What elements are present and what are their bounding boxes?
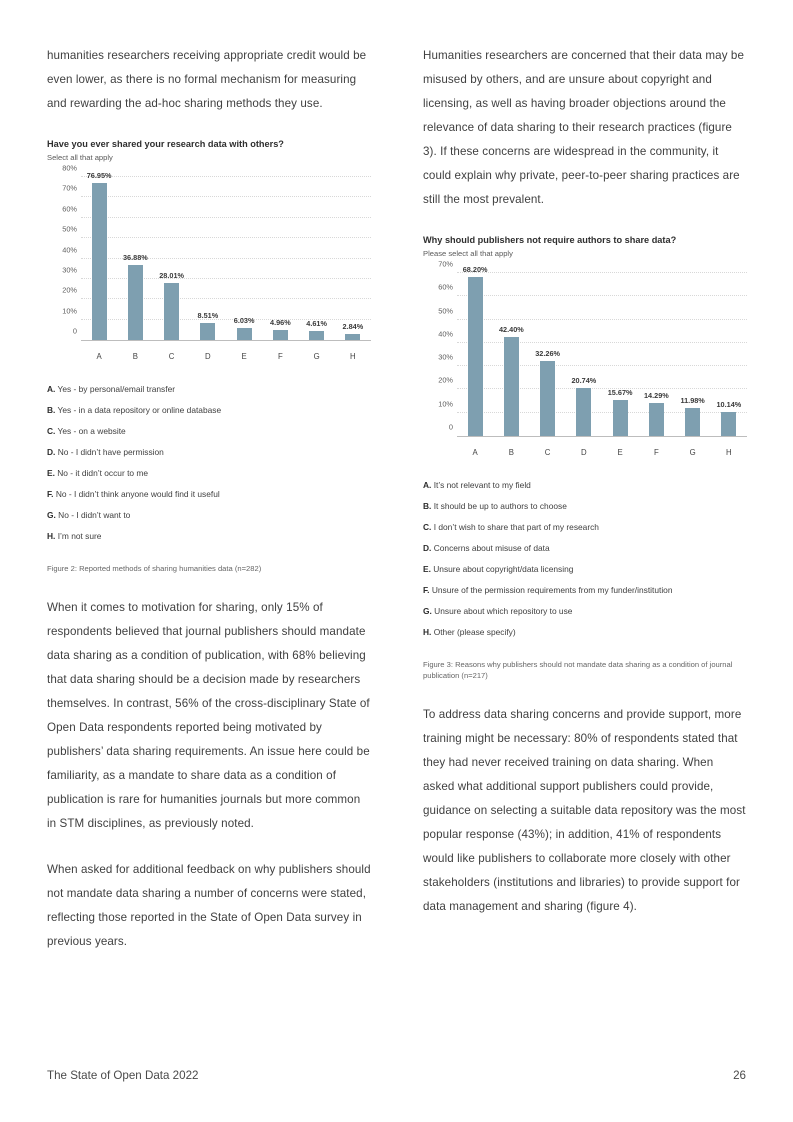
chart-bar-value-label: 68.20% <box>462 265 488 275</box>
chart-legend-key: H. <box>423 627 432 637</box>
chart-legend-item: C. Yes - on a website <box>47 426 126 436</box>
figure-3-caption: Figure 3: Reasons why publishers should not mandate data sharing as a condition of journal publication (n=217) <box>423 660 733 680</box>
chart-legend-key: G. <box>47 510 56 520</box>
chart-legend-item: D. No - I didn’t have permission <box>47 447 164 457</box>
chart-y-tick-label: 50% <box>62 224 77 234</box>
chart-3-title: Why should publishers not require authors to share data? <box>423 235 677 245</box>
chart-bar-group <box>269 177 291 340</box>
chart-x-tick-label: G <box>689 448 696 457</box>
chart-legend-key: D. <box>423 543 432 553</box>
two-column-layout <box>47 44 747 976</box>
paragraph-left-3: When asked for additional feedback on why publishers should not mandate data sharing a number of concerns were stated, reflecting those reported in the State of Open Data survey in previous years. <box>47 863 371 948</box>
chart-bar-group <box>197 177 219 340</box>
chart-y-tick-label: 0 <box>448 422 453 432</box>
figure-2-chart-block <box>47 138 371 574</box>
chart-legend-item: A. It’s not relevant to my field <box>423 480 531 490</box>
chart-2-plot <box>62 163 371 341</box>
chart-legend-key: A. <box>47 384 56 394</box>
chart-y-tick-label: 0 <box>72 326 77 336</box>
chart-bar <box>273 330 288 340</box>
chart-3-subtitle: Please select all that apply <box>423 249 513 258</box>
chart-x-tick-label: E <box>241 352 247 361</box>
chart-bars <box>457 265 747 436</box>
chart-legend-key: C. <box>423 522 432 532</box>
chart-bar <box>237 328 252 340</box>
chart-y-tick-label: 20% <box>438 375 453 385</box>
chart-3-x-axis <box>457 448 747 457</box>
chart-2-legend <box>47 379 371 547</box>
chart-bar-group <box>573 273 595 436</box>
chart-3-plot-area <box>423 259 747 463</box>
chart-y-tick-label: 20% <box>62 285 77 295</box>
chart-bar-group <box>645 273 667 436</box>
chart-bar <box>92 183 107 340</box>
chart-bar-value-label: 4.96% <box>270 317 291 327</box>
chart-bar <box>345 334 360 340</box>
chart-legend-key: D. <box>47 447 56 457</box>
chart-bar <box>504 337 519 436</box>
chart-bar-group <box>306 177 328 340</box>
chart-bar <box>468 277 483 436</box>
chart-bar-value-label: 8.51% <box>197 310 219 320</box>
chart-legend-key: C. <box>47 426 56 436</box>
chart-x-tick-label: F <box>653 448 659 457</box>
paragraph-left-1: humanities researchers receiving appropriate credit would be even lower, as there is no formal mechanism for measuring and rewarding the ad-hoc sharing methods they use. <box>47 49 367 110</box>
chart-y-tick-label: 70% <box>62 183 77 193</box>
chart-legend-item: E. Unsure about copyright/data licensing <box>423 564 574 574</box>
chart-legend-item: F. No - I didn’t think anyone would find it useful <box>47 489 220 499</box>
chart-2-plot-area <box>47 163 371 367</box>
chart-y-tick-label: 70% <box>438 259 453 269</box>
chart-x-tick-label: B <box>508 448 514 457</box>
chart-bar <box>649 403 664 436</box>
chart-y-tick-label: 10% <box>62 306 77 316</box>
chart-bar <box>685 408 700 436</box>
footer-page-number: 26 <box>733 1069 746 1082</box>
chart-bar-group <box>500 273 522 436</box>
chart-bars <box>81 171 371 340</box>
chart-legend-key: A. <box>423 480 432 490</box>
chart-x-tick-label: C <box>168 352 175 361</box>
chart-bar-value-label: 6.03% <box>233 315 255 325</box>
chart-bar <box>200 323 215 340</box>
chart-legend-key: B. <box>423 501 432 511</box>
chart-2-x-axis <box>81 352 371 361</box>
chart-y-tick-label: 40% <box>62 245 77 254</box>
chart-legend-item: E. No - it didn’t occur to me <box>47 468 149 478</box>
footer-title: The State of Open Data 2022 <box>47 1069 199 1082</box>
chart-x-tick-label: G <box>313 352 320 361</box>
chart-bar-value-label: 15.67% <box>607 387 633 397</box>
chart-bar-value-label: 32.26% <box>535 348 560 358</box>
chart-x-tick-label: D <box>205 352 211 361</box>
chart-2-subtitle: Select all that apply <box>47 153 113 162</box>
chart-legend-key: F. <box>423 585 430 595</box>
chart-y-tick-label: 60% <box>62 204 77 214</box>
chart-y-tick-label: 30% <box>438 352 453 362</box>
chart-bar-value-label: 28.01% <box>159 270 184 280</box>
chart-3-plot <box>438 259 747 437</box>
chart-x-tick-label: A <box>472 448 478 457</box>
chart-legend-key: E. <box>47 468 55 478</box>
chart-bar-group <box>609 273 631 436</box>
chart-bar-group <box>718 273 740 436</box>
chart-bar <box>309 331 324 340</box>
chart-bar-group <box>537 273 559 436</box>
chart-legend-key: B. <box>47 405 56 415</box>
chart-3-legend <box>423 475 747 643</box>
chart-bar <box>164 283 179 340</box>
chart-bar-group <box>342 177 364 340</box>
chart-bar-value-label: 20.74% <box>571 375 597 385</box>
chart-legend-key: G. <box>423 606 432 616</box>
page-footer <box>47 1069 746 1082</box>
figure-2-caption: Figure 2: Reported methods of sharing humanities data (n=282) <box>47 564 262 573</box>
chart-y-tick-label: 80% <box>62 163 77 173</box>
chart-y-tick-label: 60% <box>438 282 453 292</box>
chart-bar <box>576 388 591 436</box>
chart-bar-value-label: 14.29% <box>644 390 669 400</box>
chart-bar-value-label: 2.84% <box>342 322 364 332</box>
chart-bar-group <box>161 177 183 340</box>
chart-legend-item: B. Yes - in a data repository or online database <box>47 405 222 415</box>
chart-legend-item: C. I don’t wish to share that part of my research <box>423 522 599 532</box>
chart-y-tick-label: 40% <box>438 329 453 339</box>
chart-legend-item: H. I’m not sure <box>47 531 102 541</box>
chart-bar-value-label: 10.14% <box>716 400 742 410</box>
chart-y-tick-label: 30% <box>62 265 77 275</box>
chart-bar-group <box>124 177 146 340</box>
chart-x-tick-label: D <box>581 448 587 457</box>
chart-bar <box>721 412 736 436</box>
chart-bar-group <box>462 265 488 436</box>
chart-bar-group <box>233 177 255 340</box>
chart-bar <box>613 400 628 436</box>
chart-x-tick-label: E <box>617 448 623 457</box>
chart-bar-value-label: 36.88% <box>123 252 148 262</box>
chart-y-tick-label: 50% <box>438 306 453 316</box>
left-column <box>47 44 371 976</box>
chart-legend-key: F. <box>47 489 54 499</box>
chart-bar-group <box>86 171 112 340</box>
chart-x-tick-label: B <box>132 352 138 361</box>
chart-x-tick-label: A <box>96 352 102 361</box>
chart-legend-item: G. Unsure about which repository to use <box>423 606 573 616</box>
chart-legend-key: H. <box>47 531 56 541</box>
paragraph-left-2: When it comes to motivation for sharing, only 15% of respondents believed that journal publishers should mandate data sharing as a condition of publication, with 68% believing that data sharing should be a decision made by researchers themselves. In contrast, 56% of the cross-disciplinary State of Open Data respondents reported being motivated by publishers’ data sharing requirements. An issue here could be familiarity, as a mandate to share data as a condition of publication is rare for humanities journals but more common in STM disciplines, as previously noted. <box>47 601 370 830</box>
chart-legend-key: E. <box>423 564 431 574</box>
chart-bar-value-label: 42.40% <box>499 325 524 335</box>
chart-2-title: Have you ever shared your research data with others? <box>47 139 284 149</box>
chart-x-tick-label: C <box>544 448 551 457</box>
chart-bar-group <box>682 273 704 436</box>
chart-legend-item: D. Concerns about misuse of data <box>423 543 550 553</box>
chart-x-tick-label: F <box>277 352 283 361</box>
chart-legend-item: F. Unsure of the permission requirements from my funder/institution <box>423 585 673 595</box>
paragraph-right-2: To address data sharing concerns and provide support, more training might be necessary: 80% of respondents stated that they had never received training on data sharing. When asked what additional support publishers could provide, guidance on selecting a suitable data repository was the most popular response (43%); in addition, 41% of respondents would like publishers to collaborate more closely with other stakeholders (institutions and libraries) to provide support for data management and sharing (figure 4). <box>423 708 746 913</box>
chart-legend-item: H. Other (please specify) <box>423 627 516 637</box>
right-column <box>423 44 747 976</box>
chart-legend-item: G. No - I didn’t want to <box>47 510 131 520</box>
chart-bar-value-label: 76.95% <box>86 171 112 181</box>
figure-3-chart-block <box>423 234 747 681</box>
chart-bar-value-label: 4.61% <box>306 318 327 328</box>
chart-x-tick-label: H <box>726 448 732 457</box>
chart-bar <box>128 265 143 340</box>
chart-y-tick-label: 10% <box>438 399 453 409</box>
chart-bar <box>540 361 555 436</box>
paragraph-right-1: Humanities researchers are concerned that their data may be misused by others, and are unsure about copyright and licensing, as well as having broader objections around the relevance of data sharing to their research practices (figure 3). If these concerns are widespread in the community, it could explain why private, peer-to-peer sharing practices are still the most prevalent. <box>423 49 745 206</box>
chart-bar-value-label: 11.98% <box>680 396 705 406</box>
chart-legend-item: B. It should be up to authors to choose <box>423 501 567 511</box>
chart-x-tick-label: H <box>350 352 356 361</box>
chart-legend-item: A. Yes - by personal/email transfer <box>47 384 176 394</box>
